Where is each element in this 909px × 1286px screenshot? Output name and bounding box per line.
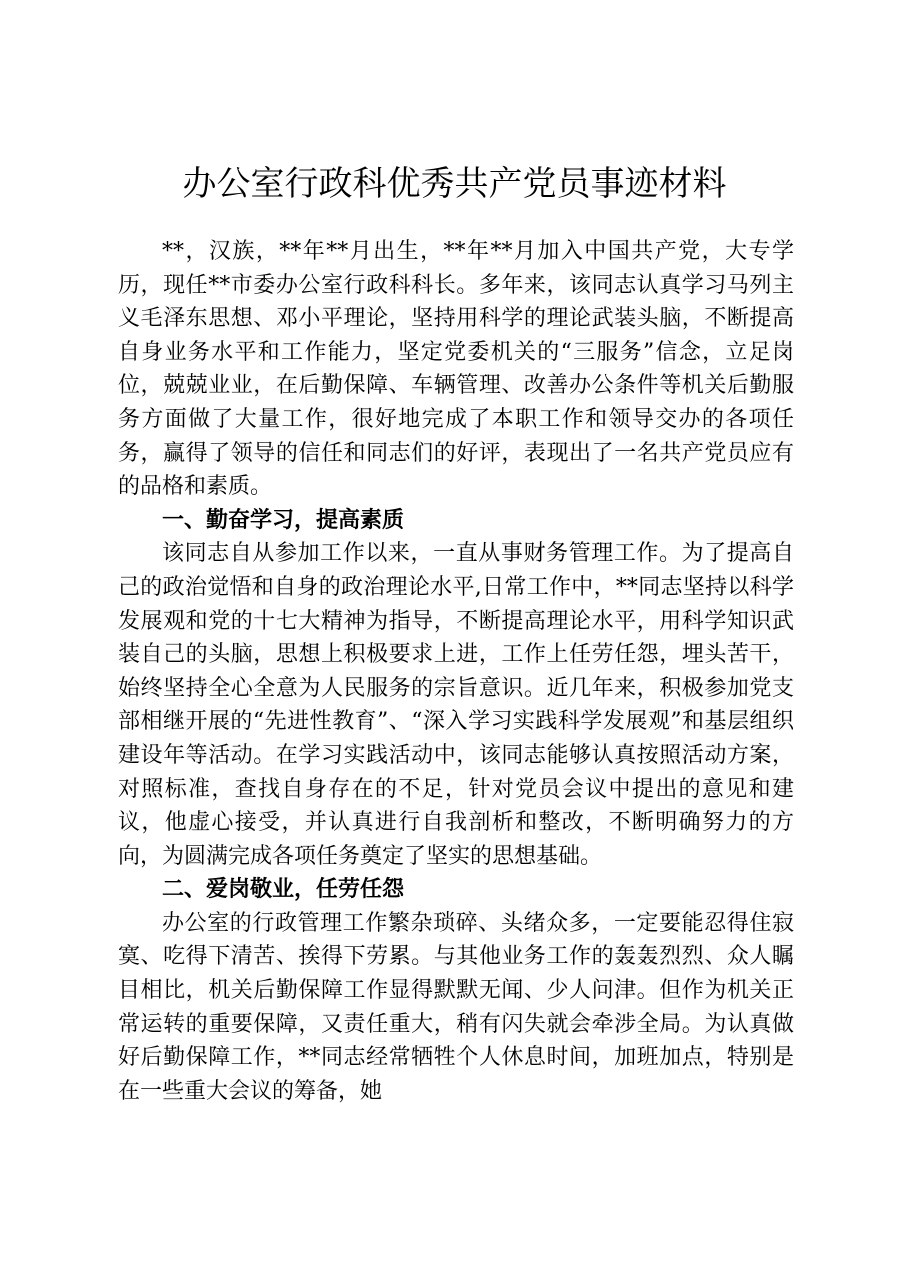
document-title: 办公室行政科优秀共产党员事迹材料 [182,164,727,204]
section-2-paragraph: 办公室的行政管理工作繁杂琐碎、头绪众多，一定要能忍得住寂寞、吃得下清苦、挨得下劳累。与其他业务工作的轰轰烈烈、众人瞩目相比，机关后勤保障工作显得默默无闻、少人问津。但作为机关正常运转的重要保障，又责任重大，稍有闪失就会牵涉全局。为认真做好后勤保障工作，**同志经常牺牲个人休息时间，加班加点，特别是在一些重大会议的筹备，她 [118,910,794,1104]
section-1-paragraph: 该同志自从参加工作以来，一直从事财务管理工作。为了提高自己的政治觉悟和自身的政治理论水平,日常工作中，**同志坚持以科学发展观和党的十七大精神为指导，不断提高理论水平，用科学知识武装自己的头脑，思想上积极要求上进，工作上任劳任怨，埋头苦干，始终坚持全心全意为人民服务的宗旨意识。近几年来，积极参加党支部相继开展的“先进性教育”、“深入学习实践科学发展观”和基层组织建设年等活动。在学习实践活动中，该同志能够认真按照活动方案，对照标准，查找自身存在的不足，针对党员会议中提出的意见和建议，他虚心接受，并认真进行自我剖析和整改，不断明确努力的方向，为圆满完成各项任务奠定了坚实的思想基础。 [118,541,794,869]
intro-paragraph: **，汉族，**年**月出生，**年**月加入中国共产党，大专学历，现任**市委办公室行政科科长。多年来，该同志认真学习马列主义毛泽东思想、邓小平理论，坚持用科学的理论武装头脑，不断提高自身业务水平和工作能力，坚定党委机关的“三服务”信念，立足岗位，兢兢业业，在后勤保障、车辆管理、改善办公条件等机关后勤服务方面做了大量工作，很好地完成了本职工作和领导交办的各项任务，赢得了领导的信任和同志们的好评，表现出了一名共产党员应有的品格和素质。 [118,239,794,500]
document-body [118,235,794,1108]
section-2-heading: 二、爱岗敬业，任劳任怨 [162,877,405,903]
section-1-heading: 一、勤奋学习，提高素质 [162,507,405,533]
